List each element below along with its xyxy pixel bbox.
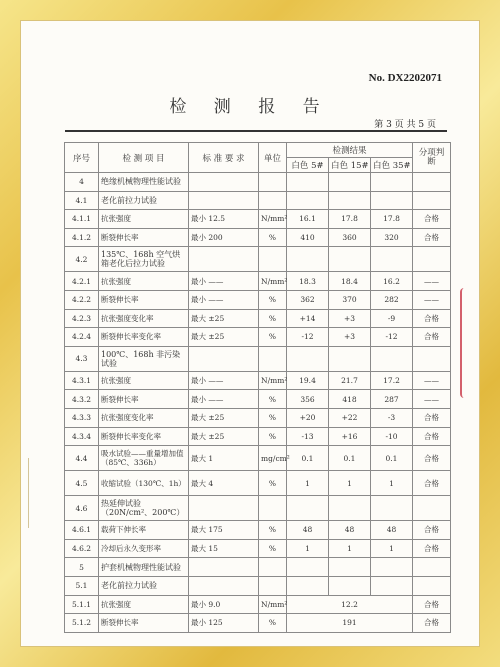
cell-result-3: -9: [371, 309, 413, 328]
cell-seq: 5.1: [65, 576, 99, 595]
cell-result-2: 370: [329, 290, 371, 309]
cell-result-2: +16: [329, 427, 371, 446]
cell-result-1: [287, 346, 329, 371]
cell-unit: [259, 173, 287, 192]
cell-result-1: [287, 173, 329, 192]
cell-result-2: [329, 346, 371, 371]
cell-result-1: 18.3: [287, 272, 329, 291]
header-requirement: 标 准 要 求: [189, 143, 259, 173]
cell-seq: 4.3.4: [65, 427, 99, 446]
table-row: [65, 272, 451, 291]
cell-requirement: 最大 4: [189, 471, 259, 496]
cell-judgement: 合格: [413, 521, 451, 540]
cell-seq: 4.3.3: [65, 408, 99, 427]
cell-judgement: [413, 558, 451, 577]
cell-result-merged: 191: [287, 614, 413, 633]
cell-requirement: [189, 247, 259, 272]
cell-seq: 4.3.1: [65, 371, 99, 390]
cell-judgement: ——: [413, 390, 451, 409]
cell-item: 断裂伸长率变化率: [99, 328, 189, 347]
table-row: [65, 539, 451, 558]
page-title: 检 测 报 告: [169, 97, 331, 117]
header-sample-2: 白色 15#: [329, 158, 371, 173]
table-row: [65, 228, 451, 247]
cell-unit: %: [259, 309, 287, 328]
cell-result-3: 1: [371, 539, 413, 558]
report-page: [20, 20, 480, 647]
cell-judgement: 合格: [413, 328, 451, 347]
cell-seq: 4.4: [65, 446, 99, 471]
cell-unit: %: [259, 614, 287, 633]
cell-requirement: 最小 ——: [189, 290, 259, 309]
cell-item: 断裂伸长率变化率: [99, 427, 189, 446]
cell-unit: %: [259, 539, 287, 558]
cell-judgement: 合格: [413, 595, 451, 614]
cell-unit: N/mm²: [259, 595, 287, 614]
table-row: [65, 247, 451, 272]
cell-judgement: 合格: [413, 539, 451, 558]
cell-requirement: 最小 ——: [189, 272, 259, 291]
cell-item: 冷却后永久变形率: [99, 539, 189, 558]
cell-judgement: 合格: [413, 446, 451, 471]
cell-result-3: [371, 576, 413, 595]
table-body: [65, 173, 451, 633]
cell-requirement: 最大 175: [189, 521, 259, 540]
cell-result-1: -12: [287, 328, 329, 347]
cell-result-2: 18.4: [329, 272, 371, 291]
table-row: [65, 390, 451, 409]
table-row: [65, 210, 451, 229]
cell-seq: 4.6.2: [65, 539, 99, 558]
cell-result-3: -12: [371, 328, 413, 347]
cell-item: 断裂伸长率: [99, 390, 189, 409]
cell-requirement: 最小 200: [189, 228, 259, 247]
cell-result-1: 356: [287, 390, 329, 409]
cell-result-2: 360: [329, 228, 371, 247]
cell-requirement: [189, 558, 259, 577]
cell-requirement: 最大 ±25: [189, 408, 259, 427]
cell-seq: 4.2.4: [65, 328, 99, 347]
header-seq: 序号: [65, 143, 99, 173]
cell-result-3: [371, 346, 413, 371]
cell-result-1: 1: [287, 471, 329, 496]
cell-result-1: [287, 191, 329, 210]
cell-requirement: [189, 191, 259, 210]
cell-requirement: [189, 346, 259, 371]
cell-result-1: 410: [287, 228, 329, 247]
cell-judgement: ——: [413, 290, 451, 309]
cell-result-1: 0.1: [287, 446, 329, 471]
table-row: [65, 614, 451, 633]
header-judgement: 分项判断: [413, 143, 451, 173]
seal-stamp-fragment: [460, 288, 484, 398]
cell-result-3: 17.8: [371, 210, 413, 229]
cell-result-1: 16.1: [287, 210, 329, 229]
cell-requirement: [189, 576, 259, 595]
cell-unit: [259, 576, 287, 595]
cell-result-2: [329, 576, 371, 595]
cell-judgement: 合格: [413, 408, 451, 427]
cell-unit: N/mm²: [259, 371, 287, 390]
cell-unit: %: [259, 328, 287, 347]
cell-unit: %: [259, 471, 287, 496]
cell-unit: [259, 346, 287, 371]
cell-result-3: [371, 247, 413, 272]
cell-result-2: 418: [329, 390, 371, 409]
cell-seq: 4.2.2: [65, 290, 99, 309]
cell-result-3: [371, 191, 413, 210]
cell-result-3: -10: [371, 427, 413, 446]
table-row: [65, 496, 451, 521]
table-row: [65, 521, 451, 540]
header-results: 检测结果: [287, 143, 413, 158]
cell-unit: %: [259, 290, 287, 309]
cell-item: 抗张强度变化率: [99, 309, 189, 328]
table-row: [65, 328, 451, 347]
cell-result-3: -3: [371, 408, 413, 427]
header-sample-1: 白色 5#: [287, 158, 329, 173]
cell-item: 载荷下伸长率: [99, 521, 189, 540]
cell-requirement: 最小 ——: [189, 371, 259, 390]
cell-item: 热延伸试验（20N/cm²、200℃）: [99, 496, 189, 521]
table-row: [65, 446, 451, 471]
cell-unit: N/mm²: [259, 272, 287, 291]
cell-result-2: 48: [329, 521, 371, 540]
cell-result-3: 48: [371, 521, 413, 540]
cell-item: 抗张强度: [99, 272, 189, 291]
cell-item: 断裂伸长率: [99, 228, 189, 247]
cell-result-3: 1: [371, 471, 413, 496]
table-row: [65, 191, 451, 210]
table-row: [65, 576, 451, 595]
header-item: 检 测 项 目: [99, 143, 189, 173]
cell-seq: 4.6: [65, 496, 99, 521]
cell-item: 抗张强度: [99, 371, 189, 390]
cell-requirement: 最大 ±25: [189, 328, 259, 347]
cell-seq: 5.1.2: [65, 614, 99, 633]
cell-requirement: 最小 125: [189, 614, 259, 633]
cell-unit: [259, 191, 287, 210]
cell-result-1: 48: [287, 521, 329, 540]
cell-result-3: 0.1: [371, 446, 413, 471]
table-row: [65, 427, 451, 446]
cell-seq: 4.2.3: [65, 309, 99, 328]
cell-result-2: [329, 247, 371, 272]
cell-result-3: 17.2: [371, 371, 413, 390]
cell-judgement: ——: [413, 272, 451, 291]
cell-seq: 4.2.1: [65, 272, 99, 291]
cell-judgement: 合格: [413, 427, 451, 446]
cell-result-3: 320: [371, 228, 413, 247]
cell-seq: 5: [65, 558, 99, 577]
cell-item: 抗张强度变化率: [99, 408, 189, 427]
cell-unit: %: [259, 521, 287, 540]
cell-unit: [259, 496, 287, 521]
cell-result-2: [329, 191, 371, 210]
cell-judgement: 合格: [413, 309, 451, 328]
cell-judgement: [413, 173, 451, 192]
cell-result-2: +3: [329, 328, 371, 347]
cell-result-2: 1: [329, 539, 371, 558]
cell-result-2: 17.8: [329, 210, 371, 229]
header-sample-3: 白色 35#: [371, 158, 413, 173]
cell-unit: mg/cm²: [259, 446, 287, 471]
cell-requirement: 最大 1: [189, 446, 259, 471]
cell-item: 绝缘机械物理性能试验: [99, 173, 189, 192]
cell-result-1: 19.4: [287, 371, 329, 390]
cell-judgement: 合格: [413, 210, 451, 229]
cell-result-1: [287, 576, 329, 595]
table-row: [65, 346, 451, 371]
cell-result-1: 362: [287, 290, 329, 309]
cell-unit: %: [259, 408, 287, 427]
test-results-table: [64, 142, 451, 633]
cell-requirement: 最大 ±25: [189, 427, 259, 446]
cell-result-1: 1: [287, 539, 329, 558]
cell-seq: 4.1: [65, 191, 99, 210]
cell-requirement: 最大 15: [189, 539, 259, 558]
cell-unit: %: [259, 427, 287, 446]
cell-seq: 4.1.2: [65, 228, 99, 247]
cell-unit: [259, 558, 287, 577]
cell-result-2: 21.7: [329, 371, 371, 390]
cell-result-3: [371, 173, 413, 192]
cell-unit: N/mm²: [259, 210, 287, 229]
table-row: [65, 595, 451, 614]
cell-requirement: [189, 496, 259, 521]
header-unit: 单位: [259, 143, 287, 173]
cell-result-3: 282: [371, 290, 413, 309]
cell-judgement: [413, 346, 451, 371]
cell-result-2: 1: [329, 471, 371, 496]
cell-unit: %: [259, 390, 287, 409]
cell-seq: 4.3: [65, 346, 99, 371]
cell-seq: 4.1.1: [65, 210, 99, 229]
cell-result-3: 16.2: [371, 272, 413, 291]
cell-result-2: [329, 558, 371, 577]
cell-result-1: +14: [287, 309, 329, 328]
cell-judgement: ——: [413, 371, 451, 390]
cell-unit: [259, 247, 287, 272]
cell-item: 老化前拉力试验: [99, 576, 189, 595]
table-row: [65, 471, 451, 496]
table-row: [65, 173, 451, 192]
cell-seq: 4: [65, 173, 99, 192]
page-indicator: 第 3 页 共 5 页: [374, 120, 436, 130]
cell-judgement: 合格: [413, 471, 451, 496]
cell-result-2: +22: [329, 408, 371, 427]
cell-result-2: [329, 496, 371, 521]
cell-item: 吸水试验——重量增加值（85℃、336h）: [99, 446, 189, 471]
cell-result-2: 0.1: [329, 446, 371, 471]
cell-seq: 5.1.1: [65, 595, 99, 614]
cell-requirement: [189, 173, 259, 192]
cell-result-1: [287, 496, 329, 521]
table-row: [65, 558, 451, 577]
cell-item: 抗张强度: [99, 595, 189, 614]
cell-requirement: 最小 ——: [189, 390, 259, 409]
cell-seq: 4.6.1: [65, 521, 99, 540]
document-number: No. DX2202071: [368, 72, 442, 84]
cell-requirement: 最小 12.5: [189, 210, 259, 229]
cell-requirement: 最大 ±25: [189, 309, 259, 328]
cell-item: 100℃、168h 非污染试验: [99, 346, 189, 371]
cell-result-3: 287: [371, 390, 413, 409]
title-rule: [65, 130, 447, 132]
cell-result-3: [371, 558, 413, 577]
cell-item: 护套机械物理性能试验: [99, 558, 189, 577]
cell-judgement: [413, 191, 451, 210]
cell-seq: 4.5: [65, 471, 99, 496]
cell-result-1: -13: [287, 427, 329, 446]
cell-item: 抗张强度: [99, 210, 189, 229]
cell-judgement: 合格: [413, 228, 451, 247]
cell-item: 老化前拉力试验: [99, 191, 189, 210]
cell-item: 收缩试验（130℃、1h）: [99, 471, 189, 496]
cell-item: 断裂伸长率: [99, 290, 189, 309]
table-row: [65, 290, 451, 309]
cell-requirement: 最小 9.0: [189, 595, 259, 614]
table-row: [65, 309, 451, 328]
cell-judgement: 合格: [413, 614, 451, 633]
table-row: [65, 408, 451, 427]
cell-result-1: [287, 247, 329, 272]
cell-judgement: [413, 576, 451, 595]
cell-result-merged: 12.2: [287, 595, 413, 614]
cell-result-2: [329, 173, 371, 192]
binding-mark: [28, 458, 37, 528]
cell-seq: 4.3.2: [65, 390, 99, 409]
table-row: [65, 371, 451, 390]
cell-item: 135℃、168h 空气烘箱老化后拉力试验: [99, 247, 189, 272]
cell-unit: %: [259, 228, 287, 247]
cell-judgement: [413, 496, 451, 521]
cell-result-1: +20: [287, 408, 329, 427]
cell-result-3: [371, 496, 413, 521]
cell-result-2: +3: [329, 309, 371, 328]
cell-item: 断裂伸长率: [99, 614, 189, 633]
cell-judgement: [413, 247, 451, 272]
cell-result-1: [287, 558, 329, 577]
cell-seq: 4.2: [65, 247, 99, 272]
